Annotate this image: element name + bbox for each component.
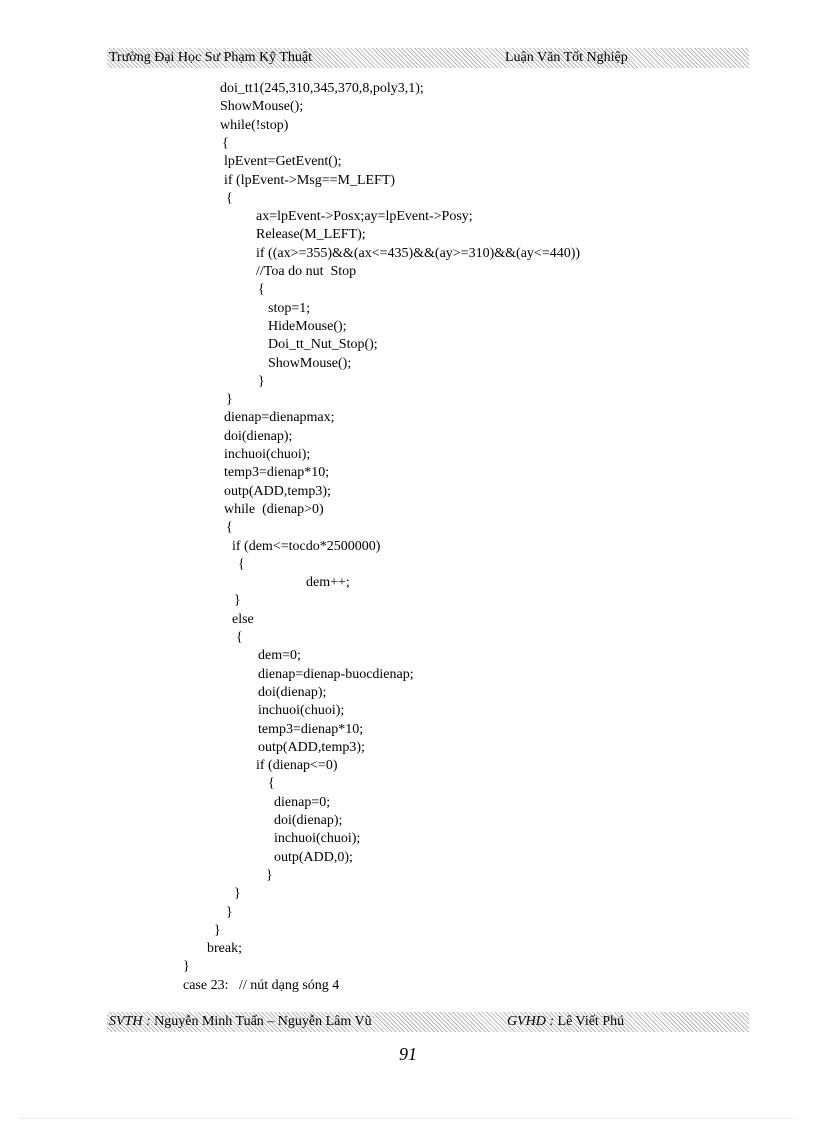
code-line: { [226, 190, 233, 206]
code-line: inchuoi(chuoi); [224, 447, 311, 462]
code-line: Doi_tt_Nut_Stop(); [268, 337, 378, 353]
code-line: dem++; [306, 575, 350, 591]
code-line: } [258, 373, 265, 389]
code-line: } [183, 959, 190, 975]
code-line: } [234, 886, 241, 902]
code-line: //Toa do nut Stop [256, 264, 357, 279]
code-line: HideMouse(); [268, 318, 347, 334]
code-line: ax=lpEvent->Posx;ay=lpEvent->Posy; [256, 209, 473, 225]
code-line: temp3=dienap*10; [224, 465, 330, 481]
code-line: doi(dienap); [258, 684, 327, 700]
code-line: dem=0; [258, 648, 301, 664]
code-line: { [236, 630, 243, 645]
header-thesis-title: Luận Văn Tốt Nghiệp [505, 50, 628, 65]
code-line: case 23: // nút dạng sóng 4 [183, 977, 340, 993]
gvhd-name: Lê Viết Phú [557, 1014, 625, 1029]
code-line: inchuoi(chuoi); [274, 831, 361, 847]
code-line: { [222, 135, 229, 151]
code-line: { [238, 556, 245, 572]
page-footer [107, 1012, 749, 1032]
code-line: { [226, 520, 233, 536]
code-line: if (lpEvent->Msg==M_LEFT) [224, 172, 396, 188]
svth-names: Nguyễn Minh Tuấn – Nguyễn Lâm Vũ [154, 1014, 372, 1029]
code-line: if (dem<=tocdo*2500000) [232, 538, 381, 554]
code-line: inchuoi(chuoi); [258, 703, 345, 719]
code-line: Release(M_LEFT); [256, 227, 366, 243]
page-number: 91 [399, 1044, 417, 1064]
code-line: { [258, 282, 265, 298]
code-line: { [268, 776, 275, 792]
code-line: dienap=0; [274, 794, 331, 810]
code-line: if (dienap<=0) [256, 758, 338, 774]
gvhd-label: GVHD : [507, 1014, 555, 1029]
code-line: } [266, 867, 273, 883]
code-line: else [232, 611, 254, 627]
code-line: if ((ax>=355)&&(ax<=435)&&(ay>=310)&&(ay<=440)) [256, 245, 581, 261]
code-line: while(!stop) [220, 117, 289, 133]
code-line: break; [207, 941, 242, 957]
code-line: stop=1; [268, 300, 311, 316]
code-line: doi(dienap); [224, 428, 293, 444]
code-line: ShowMouse(); [268, 355, 352, 371]
code-line: dienap=dienapmax; [224, 410, 335, 426]
code-line: } [226, 904, 233, 920]
code-line: lpEvent=GetEvent(); [224, 154, 342, 170]
code-line: temp3=dienap*10; [258, 721, 364, 737]
header-school: Trường Đại Học Sư Phạm Kỹ Thuật [109, 50, 313, 65]
code-line: } [214, 922, 221, 938]
page-header [107, 48, 749, 68]
code-line: outp(ADD,temp3); [224, 483, 331, 499]
code-line: ShowMouse(); [220, 99, 304, 115]
code-line: doi(dienap); [274, 813, 343, 828]
code-line: } [234, 593, 241, 609]
code-line: outp(ADD,temp3); [258, 739, 365, 755]
code-line: dienap=dienap-buocdienap; [258, 666, 414, 682]
svth-label: SVTH : [109, 1014, 151, 1029]
code-line: while (dienap>0) [224, 501, 324, 517]
code-line: outp(ADD,0); [274, 849, 353, 865]
code-line: } [226, 392, 233, 408]
code-line: doi_tt1(245,310,345,370,8,poly3,1); [220, 81, 424, 96]
bottom-dotted-divider [20, 1118, 796, 1119]
